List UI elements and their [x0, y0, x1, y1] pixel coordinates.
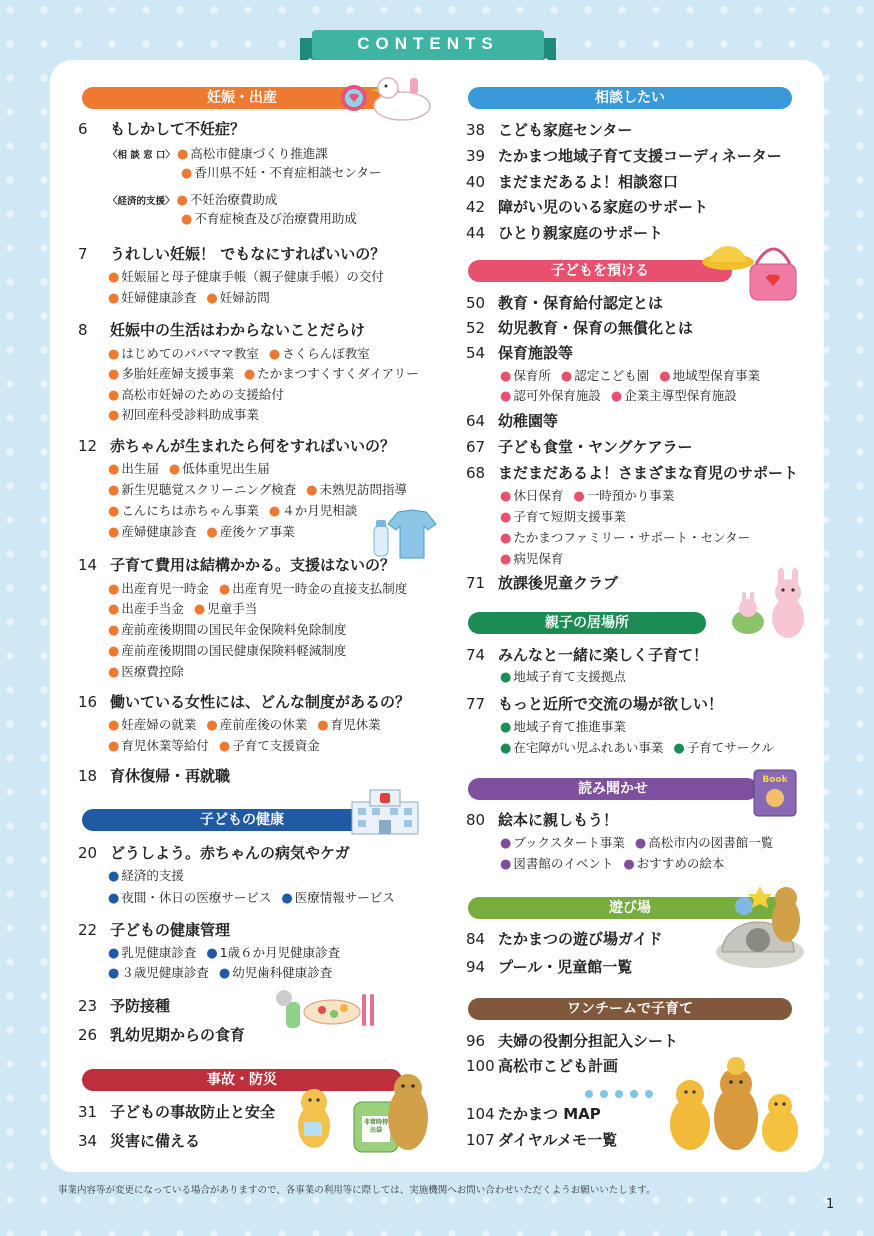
- sub-items: ● 出産手当金 ● 児童手当: [108, 601, 258, 617]
- toc-entry[interactable]: 94 プール・児童館一覧: [466, 958, 633, 976]
- toc-entry[interactable]: 71 放課後児童クラブ: [466, 574, 619, 592]
- sub-items: ● 不育症検査及び治療費用助成: [181, 211, 357, 227]
- footnote: 事業内容等が変更になっている場合がありますので、各事業の利用等に際しては、実施機関へお問い合わせいただくようお願いいたします。: [58, 1185, 656, 1196]
- sub-items: ● 経済的支援: [108, 868, 184, 884]
- sub-items: ● 出生届 ● 低体重児出生届: [108, 461, 270, 477]
- sub-items: ● ブックスタート事業 ● 高松市内の図書館一覧: [500, 835, 774, 851]
- sub-items: ● 初回産科受診料助成事業: [108, 407, 259, 423]
- toc-entry[interactable]: 104 たかまつ MAP: [466, 1105, 601, 1123]
- toc-entry[interactable]: 26 乳幼児期からの食育: [78, 1026, 246, 1044]
- sub-items: ● 妊娠届と母子健康手帳（親子健康手帳）の交付: [108, 269, 384, 285]
- sub-items: ● 妊婦健康診査 ● 妊婦訪問: [108, 290, 270, 306]
- toc-entry[interactable]: 40 まだまだあるよ！相談窓口: [466, 173, 679, 191]
- toc-entry[interactable]: 52 幼児教育・保育の無償化とは: [466, 319, 694, 337]
- toc-entry[interactable]: 22 子どもの健康管理: [78, 921, 231, 939]
- sub-items: ● 認可外保育施設 ● 企業主導型保育施設: [500, 388, 737, 404]
- toc-entry[interactable]: 77 もっと近所で交流の場が欲しい！: [466, 695, 724, 713]
- toc-entry[interactable]: 18 育休復帰・再就職: [78, 767, 231, 785]
- toc-entry[interactable]: 42 障がい児のいる家庭のサポート: [466, 198, 709, 216]
- toc-entry[interactable]: 38 こども家庭センター: [466, 121, 633, 139]
- sub-items: ● 医療費控除: [108, 664, 184, 680]
- toc-entry[interactable]: 84 たかまつの遊び場ガイド: [466, 930, 663, 948]
- page-title: CONTENTS: [357, 34, 499, 53]
- sub-items: ● 産婦健康診査 ● 産後ケア事業: [108, 524, 295, 540]
- section-header-family: 親子の居場所: [468, 612, 706, 634]
- page-number: 1: [826, 1197, 835, 1212]
- sub-items: ● 病児保育: [500, 551, 564, 567]
- bird-heart-illustration: [340, 72, 436, 134]
- emergency-bag-label: 非常時持出袋: [364, 1119, 389, 1134]
- toc-entry[interactable]: 50 教育・保育給付認定とは: [466, 294, 664, 312]
- section-header-reading: 読み聞かせ: [468, 778, 758, 800]
- otter-emergency-bag-illustration: [292, 1072, 432, 1160]
- toc-entry[interactable]: 7 うれしい妊娠！ でもなにすればいいの？: [78, 245, 386, 263]
- sub-items: ● たかまつファミリー・サポート・センター: [500, 530, 751, 546]
- sub-items: ● 産前産後期間の国民年金保険料免除制度: [108, 622, 347, 638]
- toc-entry[interactable]: 16 働いている女性には、どんな制度があるの？: [78, 693, 411, 711]
- sub-items: ● ３歳児健康診査 ● 幼児歯科健康診査: [108, 965, 333, 981]
- sub-items: ● 夜間・休日の医療サービス ● 医療情報サービス: [108, 890, 395, 906]
- section-header-childcare: 子どもを預ける: [468, 260, 732, 282]
- book-label: Book: [762, 775, 788, 785]
- sub-items: ● こんにちは赤ちゃん事業 ● ４か月児相談: [108, 503, 358, 519]
- sub-items: ● 地域子育て支援拠点: [500, 669, 626, 685]
- sub-items: ● はじめてのパパママ教室 ● さくらんぼ教室: [108, 346, 370, 362]
- section-header-play: 遊び場: [468, 897, 792, 919]
- toc-entry[interactable]: 34 災害に備える: [78, 1132, 201, 1150]
- toc-entry[interactable]: 74 みんなと一緒に楽しく子育て！: [466, 646, 709, 664]
- toc-entry[interactable]: 107 ダイヤルメモ一覧: [466, 1131, 618, 1149]
- section-header-health: 子どもの健康: [82, 809, 402, 831]
- rabbits-illustration: [728, 566, 814, 646]
- toc-entry[interactable]: 100 高松市こども計画: [466, 1057, 619, 1075]
- sub-items: ● 地域子育て推進事業: [500, 719, 626, 735]
- toc-entry[interactable]: 14 子育て費用は結構かかる。支援はないの？: [78, 556, 396, 574]
- sub-items: ● 新生児聴覚スクリーニング検査 ● 未熟児訪問指導: [108, 482, 407, 498]
- toc-entry[interactable]: 64 幼稚園等: [466, 412, 559, 430]
- toc-entry[interactable]: 44 ひとり親家庭のサポート: [466, 224, 664, 242]
- toc-entry[interactable]: 23 予防接種: [78, 997, 171, 1015]
- toc-entry[interactable]: 6 もしかして不妊症？: [78, 120, 246, 138]
- toc-entry[interactable]: 67 子ども食堂・ヤングケアラー: [466, 438, 693, 456]
- toc-entry[interactable]: 20 どうしよう。赤ちゃんの病気やケガ: [78, 844, 350, 862]
- sub-items: 〈経済的支援〉 ● 不妊治療費助成: [108, 192, 278, 208]
- hospital-icon: [348, 786, 422, 840]
- sub-items: ● 多胎妊産婦支援事業 ● たかまつすくすくダイアリー: [108, 366, 419, 382]
- section-header-consult: 相談したい: [468, 87, 792, 109]
- hat-bag-illustration: [700, 238, 804, 310]
- sub-items: ● 出産育児一時金 ● 出産育児一時金の直接支払制度: [108, 581, 408, 597]
- sub-items: ● 高松市妊婦のための支援給付: [108, 387, 284, 403]
- dots-divider: [584, 1084, 656, 1103]
- toc-entry[interactable]: 8 妊娠中の生活はわからないことだらけ: [78, 321, 366, 339]
- section-header-oneteam: ワンチームで子育て: [468, 998, 792, 1020]
- section-header-pregnancy: 妊娠・出産: [82, 87, 402, 109]
- toc-entry[interactable]: 54 保育施設等: [466, 344, 574, 362]
- sub-items: ● 育児休業等給付 ● 子育て支援資金: [108, 738, 320, 754]
- sub-items: ● 図書館のイベント ● おすすめの絵本: [500, 856, 725, 872]
- toc-entry[interactable]: 68 まだまだあるよ！さまざまな育児のサポート: [466, 464, 799, 482]
- otter-family-illustration: [664, 1054, 808, 1158]
- sub-items: ● 子育て短期支援事業: [500, 509, 626, 525]
- toc-entry[interactable]: 12 赤ちゃんが生まれたら何をすればいいの？: [78, 437, 396, 455]
- toc-entry[interactable]: 39 たかまつ地域子育て支援コーディネーター: [466, 147, 782, 165]
- sub-items: ● 妊産婦の就業 ● 産前産後の休業 ● 育児休業: [108, 717, 381, 733]
- book-illustration: [750, 766, 800, 824]
- toc-entry[interactable]: 80 絵本に親しもう！: [466, 811, 619, 829]
- meal-plate-illustration: [272, 988, 382, 1036]
- sub-items: ● 香川県不妊・不育症相談センター: [181, 165, 382, 181]
- toc-entry[interactable]: 31 子どもの事故防止と安全: [78, 1103, 276, 1121]
- sub-items: ● 在宅障がい児ふれあい事業 ● 子育てサークル: [500, 740, 774, 756]
- toc-entry[interactable]: 96 夫婦の役割分担記入シート: [466, 1032, 679, 1050]
- sub-items: ● 乳児健康診査 ● 1歳６か月児健康診査: [108, 945, 341, 961]
- section-header-safety: 事故・防災: [82, 1069, 402, 1091]
- sub-items: 〈相 談 窓 口〉 ● 高松市健康づくり推進課: [108, 146, 328, 162]
- sub-items: ● 保育所 ● 認定こども園 ● 地域型保育事業: [500, 368, 761, 384]
- sub-items: ● 休日保育 ● 一時預かり事業: [500, 488, 675, 504]
- playground-illustration: [714, 880, 806, 974]
- sub-items: ● 産前産後期間の国民健康保険料軽減制度: [108, 643, 347, 659]
